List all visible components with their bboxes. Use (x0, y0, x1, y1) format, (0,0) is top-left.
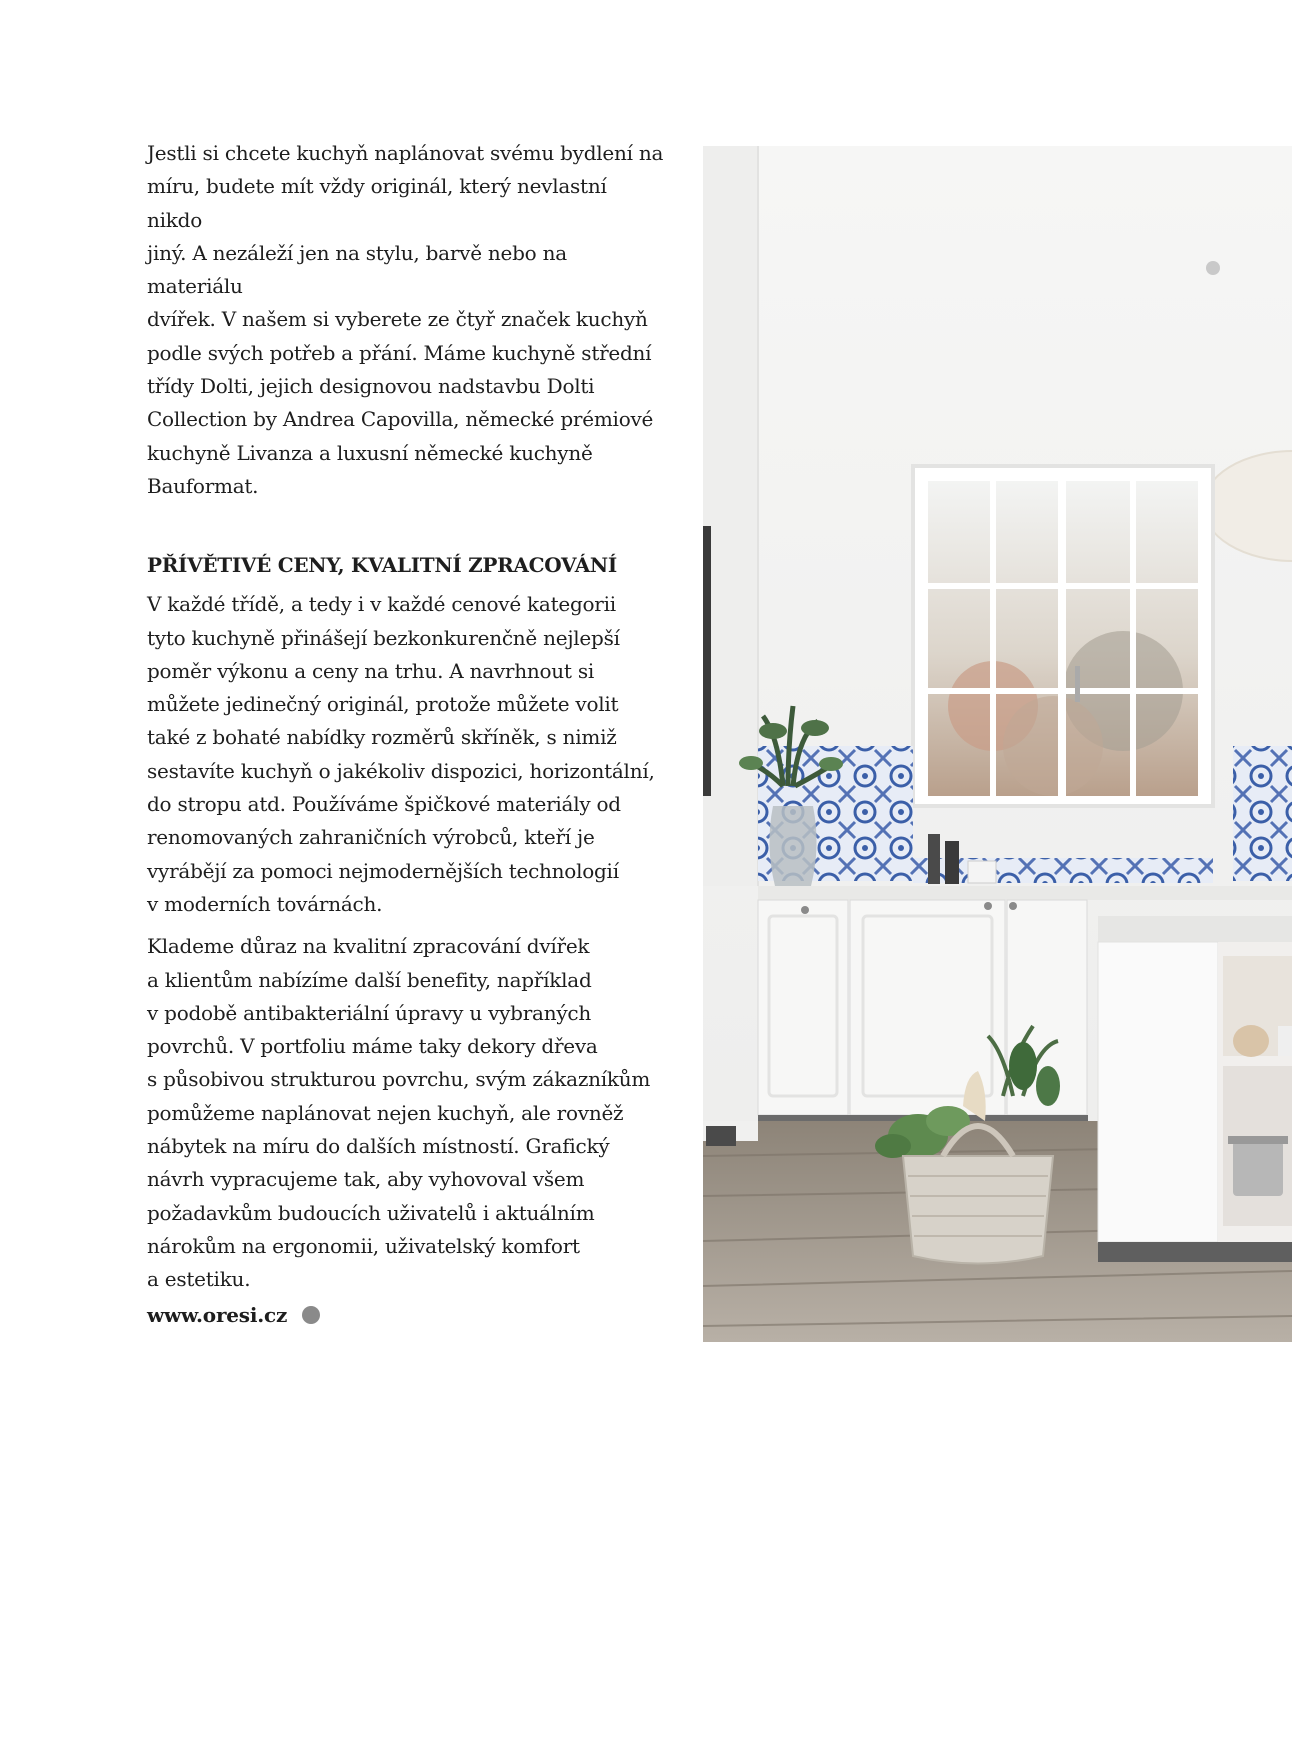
article-text (147, 137, 667, 1297)
kitchen-photo (703, 146, 1292, 1342)
ceiling-spotlight (1206, 261, 1220, 275)
pricing-paragraph: V každé třídě, a tedy i v každé cenové kategorii tyto kuchyně přinášejí bezkonkurenčně nejlepší poměr výkonu a ceny na trhu. A navrhnout si můžete jedinečný originál, protože můžete volit také z bohaté nabídky rozměrů skříněk, s nimiž sestavíte kuchyň o jakékoliv dispozici, horizontální, do stropu atd. Používáme špičkové materiály od renomovaných zahraničních výrobců, kteří je vyrábějí za pomoci nejmodernějších technologií v moderních továrnách. (147, 592, 655, 916)
footer (147, 1303, 320, 1327)
section-heading: PŘÍVĚTIVÉ CENY, KVALITNÍ ZPRACOVÁNÍ (147, 553, 617, 578)
tile-backsplash-right (1233, 746, 1292, 881)
countertop (758, 886, 1292, 900)
intro-paragraph: Jestli si chcete kuchyň naplánovat svému bydlení na míru, budete mít vždy originál, který nevlastní nikdo jiný. A nezáleží jen na stylu, barvě nebo na materiálu dvířek. V našem si vyberete ze čtyř značek kuchyň podle svých potřeb a přání. Máme kuchyně střední třídy Dolti, jejich designovou nadstavbu Dolti Collection by Andrea Capovilla, německé prémiové kuchyně Livanza a luxusní německé kuchyně Bauformat. (147, 141, 664, 498)
kitchen-island (1098, 916, 1292, 1262)
window (913, 466, 1213, 806)
lower-cabinets (758, 900, 1088, 1135)
bullet-dot-icon (302, 1306, 320, 1324)
website-link[interactable]: www.oresi.cz (147, 1303, 288, 1327)
floor-socket (706, 1126, 736, 1146)
kettle (928, 834, 940, 884)
wall-frame-edge (703, 526, 711, 796)
quality-paragraph: Klademe důraz na kvalitní zpracování dvířek a klientům nabízíme další benefity, například v podobě antibakteriální úpravy u vybraných povrchů. V portfoliu máme taky dekory dřeva s působivou strukturou povrchu, svým zákazníkům pomůžeme naplánovat nejen kuchyň, ale rovněž nábytek na míru do dalších místností. Grafický návrh vypracujeme tak, aby vyhovoval všem požadavkům budoucích uživatelů i aktuálním nárokům na ergonomii, uživatelský komfort a estetiku. (147, 934, 651, 1292)
